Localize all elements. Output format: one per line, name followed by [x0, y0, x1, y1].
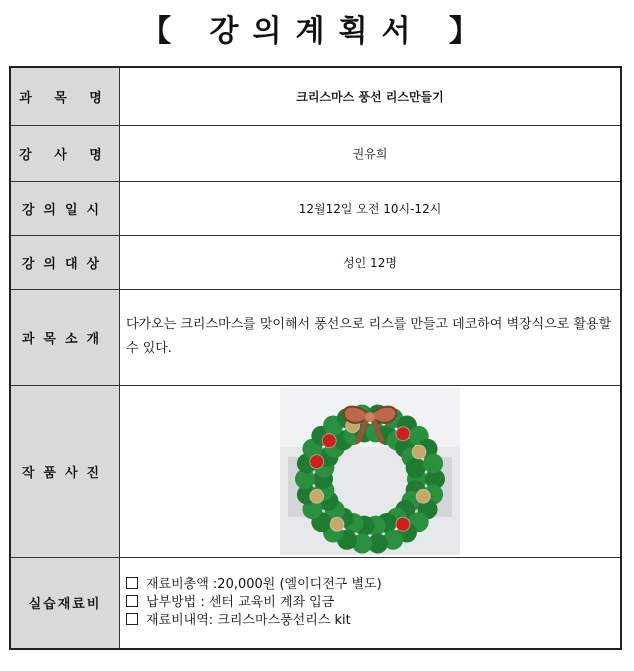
value-datetime: 12월12일 오전 10시-12시	[120, 181, 622, 235]
fee-item: 재료비총액 :20,000원 (엘이디전구 별도)	[126, 576, 614, 594]
label-audience: 강의대상	[10, 235, 120, 289]
label-instructor: 강 사 명	[10, 125, 120, 181]
row-course	[10, 67, 621, 125]
row-datetime	[10, 181, 621, 235]
wreath-photo	[280, 387, 460, 555]
row-photo	[10, 385, 621, 557]
value-fee	[120, 557, 622, 649]
label-fee: 실습재료비	[10, 557, 120, 649]
checkbox-icon	[126, 577, 138, 589]
row-intro	[10, 289, 621, 385]
checkbox-icon	[126, 613, 138, 625]
label-course: 과 목 명	[10, 67, 120, 125]
value-photo	[120, 385, 622, 557]
value-instructor: 권유희	[120, 125, 622, 181]
label-datetime: 강의일시	[10, 181, 120, 235]
fee-list	[126, 576, 614, 630]
value-course: 크리스마스 풍선 리스만들기	[120, 67, 622, 125]
row-instructor	[10, 125, 621, 181]
row-fee	[10, 557, 621, 649]
fee-item: 납부방법 : 센터 교육비 계좌 입금	[126, 594, 614, 612]
label-intro: 과목소개	[10, 289, 120, 385]
value-audience: 성인 12명	[120, 235, 622, 289]
checkbox-icon	[126, 595, 138, 607]
lecture-plan-table	[9, 66, 622, 650]
value-intro: 다가오는 크리스마스를 맞이해서 풍선으로 리스를 만들고 데코하여 벽장식으로 활용할 수 있다.	[120, 289, 622, 385]
fee-item: 재료비내역: 크리스마스풍선리스 kit	[126, 612, 614, 630]
row-audience	[10, 235, 621, 289]
document-title: 【 강의계획서 】	[141, 14, 493, 49]
label-photo: 작품사진	[10, 385, 120, 557]
